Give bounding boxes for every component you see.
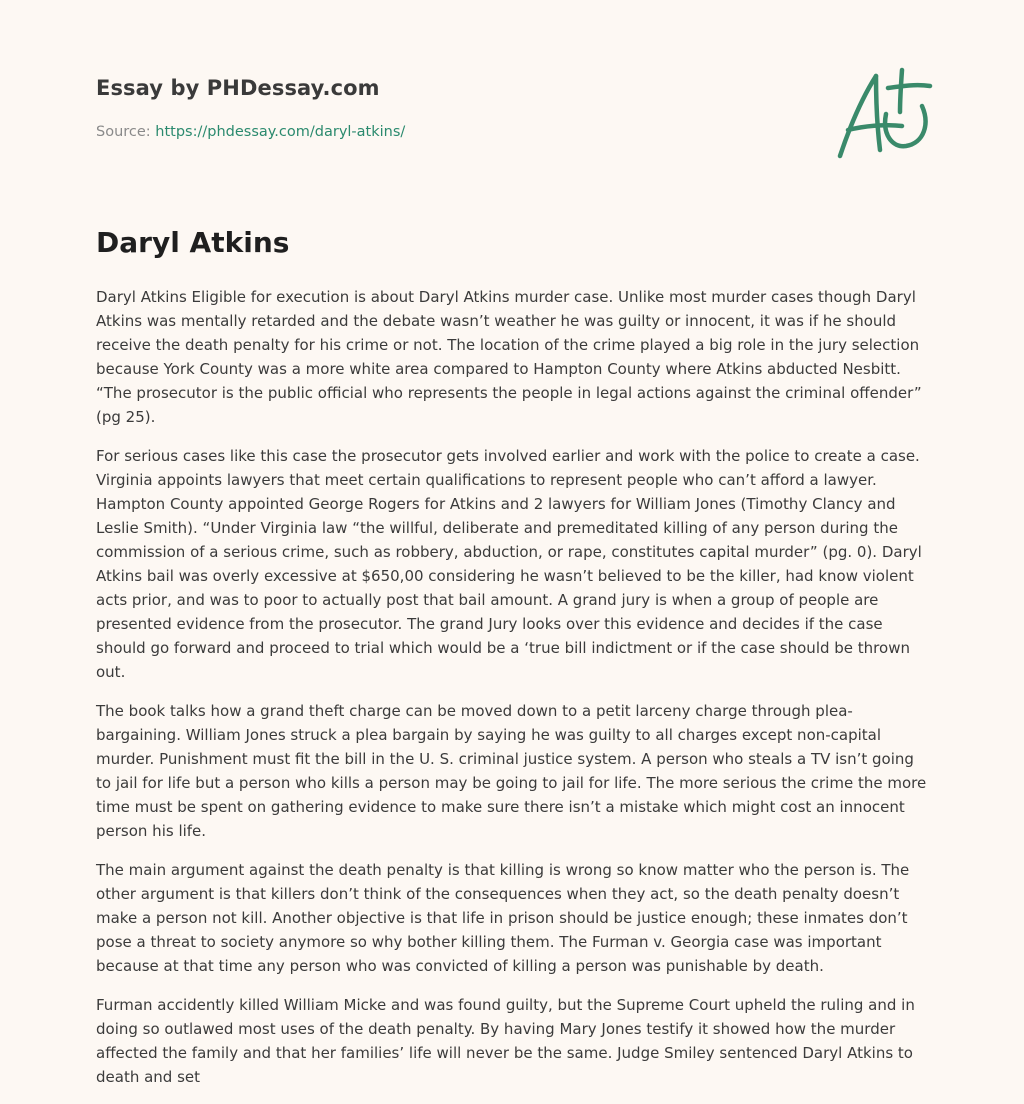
source-line: [96, 124, 405, 140]
paragraph: For serious cases like this case the prosecutor gets involved earlier and work with the police to create a case. Virginia appoints lawyers that meet certain qualifications to represent people who can’t afford a lawyer. Hampton County appointed George Rogers for Atkins and 2 lawyers for William Jones (Timothy Clancy and Leslie Smith). “Under Virginia law “the willful, deliberate and premeditated killing of any person during the commission of a serious crime, such as robbery, abduction, or rape, constitutes capital murder” (pg. 0). Daryl Atkins bail was overly excessive at $650,00 considering he wasn’t believed to be the killer, had know violent acts prior, and was to poor to actually post that bail amount. A grand jury is when a group of people are presented evidence from the prosecutor. The grand Jury looks over this evidence and decides if the case should go forward and proceed to trial which would be a ‘true bill indictment or if the case should be thrown out.: [96, 447, 922, 681]
paragraph: The book talks how a grand theft charge can be moved down to a petit larceny charge through plea-bargaining. William Jones struck a plea bargain by saying he was guilty to all charges except non-capital murder. Punishment must fit the bill in the U. S. criminal justice system. A person who steals a TV isn’t going to jail for life but a person who kills a person may be going to jail for life. The more serious the crime the more time must be spent on gathering evidence to make sure there isn’t a mistake which might cost an innocent person his life.: [96, 702, 927, 840]
paragraph: The main argument against the death penalty is that killing is wrong so know matter who the person is. The other argument is that killers don’t think of the consequences when they act, so the death penalty doesn’t make a person not kill. Another objective is that life in prison should be justice enough; these inmates don’t pose a threat to society anymore so why bother killing them. The Furman v. Georgia case was important because at that time any person who was convicted of killing a person was punishable by death.: [96, 861, 910, 975]
source-label: Source:: [96, 124, 156, 140]
source-link[interactable]: https://phdessay.com/daryl-atkins/: [155, 124, 406, 140]
article-title: Daryl Atkins: [96, 226, 290, 259]
page-header: [96, 0, 928, 200]
paragraph: Daryl Atkins Eligible for execution is about Daryl Atkins murder case. Unlike most murder cases though Daryl Atkins was mentally retarded and the debate wasn’t weather he was guilty or innocent, it was if he should receive the death penalty for his crime or not. The location of the crime played a big role in the jury selection because York County was a more white area compared to Hampton County where Atkins abducted Nesbitt. “The prosecutor is the public official who represents the people in legal actions against the criminal offender” (pg 25).: [96, 288, 922, 426]
a-plus-logo-icon: [826, 64, 936, 164]
paragraph: Furman accidently killed William Micke and was found guilty, but the Supreme Court upheld the ruling and in doing so outlawed most uses of the death penalty. By having Mary Jones testify it showed how the murder affected the family and that her families’ life will never be the same. Judge Smiley sentenced Daryl Atkins to death and set: [96, 996, 915, 1086]
article-body: [96, 285, 932, 1104]
site-brand: Essay by PHDessay.com: [96, 76, 380, 100]
